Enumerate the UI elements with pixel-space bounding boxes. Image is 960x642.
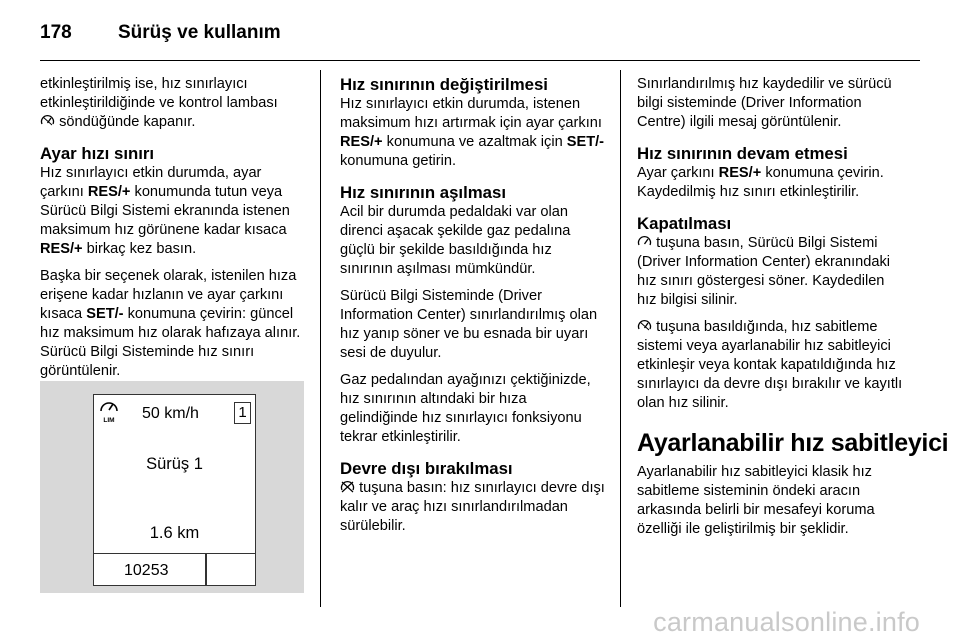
text: konumuna ve azaltmak için bbox=[386, 134, 563, 150]
text: Başka bir seçenek olarak, istenilen hıza erişene kadar hızlanın ve ayar çarkını kısaca bbox=[40, 268, 297, 322]
text: tuşuna basın: hız sınırlayıcı devre dışı kalır ve araç hızı sınırlandırılmadan sürülebilir. bbox=[340, 480, 605, 534]
text: konumuna çevirin: güncel hız maksimum hız olarak hafızaya alınır. Sürücü Bilgi Sisteminde hız sınırı görüntülenir. bbox=[40, 306, 301, 379]
section-heading: Kapatılması bbox=[637, 214, 732, 233]
text: Hız sınırlayıcı etkin durumda, istenen maksimum hızı artırmak için ayar çarkını bbox=[340, 96, 602, 131]
display-panel bbox=[93, 394, 256, 586]
section-heading: Hız sınırının aşılması bbox=[340, 183, 507, 202]
control-label: RES/+ bbox=[40, 241, 83, 257]
text: tuşuna basıldığında, hız sabitleme sistemi veya ayarlanabilir hız sabitleyici etkinleşir veya kontak kapatıldığında hız sınırlayıcı da devre dışı bırakılır ve kayıtlı olan hız silinir. bbox=[637, 319, 903, 411]
limiter-icon-label: LIM bbox=[103, 417, 115, 424]
paragraph bbox=[340, 479, 608, 536]
display-bottom-row bbox=[94, 553, 255, 586]
control-label: RES/+ bbox=[718, 165, 762, 181]
control-label: RES/+ bbox=[340, 134, 383, 150]
paragraph: Sınırlandırılmış hız kaydedilir ve sürücü bilgi sisteminde (Driver Information Centre) ilgili mesaj görüntülenir. bbox=[637, 76, 892, 130]
text: Hız sınırlayıcı etkin durumda, ayar çarkını bbox=[40, 165, 262, 200]
paragraph bbox=[40, 267, 307, 381]
text: konumuna getirin. bbox=[340, 153, 457, 169]
cancel-limiter-icon bbox=[340, 480, 355, 493]
column-divider bbox=[320, 70, 321, 607]
text: söndüğünde kapanır. bbox=[59, 114, 196, 130]
paragraph: Ayarlanabilir hız sabitleyici klasik hız sabitleme sisteminin öndeki aracın arkasında belirli bir mesafeyi koruma özelliği ile geliştirilmiş bir şeklidir. bbox=[637, 464, 875, 537]
speed-limiter-icon bbox=[98, 398, 120, 424]
watermark: carmanualsonline.info bbox=[653, 607, 920, 637]
paragraph: Acil bir durumda pedaldaki var olan direnci aşacak şekilde gaz pedalına güçlü bir şekilde basıldığında hız sınırının aşılması mümkündür. bbox=[340, 204, 571, 277]
text: konumunda tutun veya Sürücü Bilgi Sistemi ekranında istenen maksimum hız görünene kadar kısaca bbox=[40, 184, 290, 238]
text: etkinleştirilmiş ise, hız sınırlayıcı etkinleştirildiğinde ve kontrol lambası bbox=[40, 76, 278, 111]
column-2 bbox=[340, 75, 608, 544]
paragraph bbox=[637, 164, 907, 202]
gear-indicator: 1 bbox=[234, 402, 251, 424]
text: Ayar çarkını bbox=[637, 165, 715, 181]
drive-mode-text: Sürüş 1 bbox=[146, 455, 203, 473]
control-label: RES/+ bbox=[87, 184, 131, 200]
limiter-switch-icon bbox=[637, 235, 652, 248]
text: konumuna çevirin. Kaydedilmiş hız sınırı etkinleştirilir. bbox=[637, 165, 884, 200]
paragraph: Sürücü Bilgi Sisteminde (Driver Information Center) sınırlandırılmış olan hız yanıp söner ve bu esnada bir uyarı sesi de duyulur. bbox=[340, 288, 598, 361]
page-number: 178 bbox=[40, 22, 72, 43]
page-title: Sürüş ve kullanım bbox=[118, 22, 281, 43]
section-heading: Devre dışı bırakılması bbox=[340, 459, 513, 478]
control-label: SET/- bbox=[86, 306, 124, 322]
text: birkaç kez basın. bbox=[86, 241, 197, 257]
column-divider bbox=[620, 70, 621, 607]
speed-limiter-icon bbox=[637, 319, 652, 332]
column-1 bbox=[40, 75, 307, 389]
paragraph bbox=[637, 234, 907, 310]
paragraph: Gaz pedalından ayağınızı çektiğinizde, hız sınırının altındaki bir hıza gelindiğinde hız sınırlayıcı fonksiyonu tekrar etkinleştirilir. bbox=[340, 372, 591, 445]
chapter-heading: Ayarlanabilir hız sabitleyici bbox=[637, 429, 949, 457]
section-heading: Hız sınırının devam etmesi bbox=[637, 144, 848, 163]
control-label: SET/- bbox=[566, 134, 605, 150]
section-heading: Ayar hızı sınırı bbox=[40, 144, 155, 163]
display-separator bbox=[205, 554, 207, 586]
odometer-value: 10253 bbox=[124, 562, 169, 579]
trip-distance: 1.6 km bbox=[149, 524, 200, 542]
driver-info-display-figure bbox=[40, 381, 304, 593]
text: tuşuna basın, Sürücü Bilgi Sistemi (Driver Information Center) ekranındaki hız sınırı göstergesi söner. Kaydedilen hız bilgisi silinir. bbox=[637, 235, 891, 308]
paragraph bbox=[40, 75, 307, 132]
header-rule bbox=[40, 60, 920, 61]
paragraph bbox=[340, 95, 608, 171]
paragraph bbox=[40, 164, 307, 259]
display-top-row bbox=[94, 395, 255, 429]
speed-limiter-icon bbox=[40, 114, 55, 127]
column-3 bbox=[637, 75, 949, 547]
section-heading: Hız sınırının değiştirilmesi bbox=[340, 75, 548, 94]
speed-limit-value: 50 km/h bbox=[142, 405, 199, 422]
paragraph bbox=[637, 318, 907, 413]
